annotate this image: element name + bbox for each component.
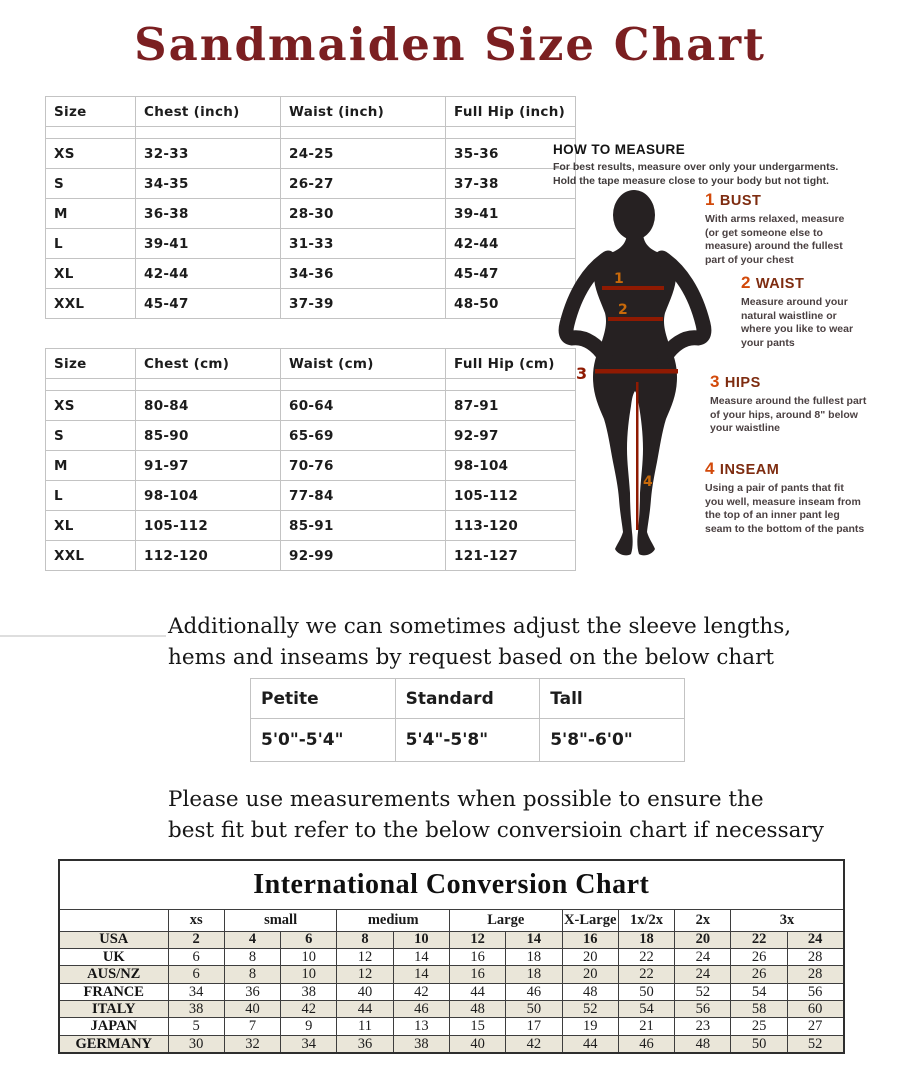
conversion-size-cell: 36 xyxy=(224,983,280,1000)
international-conversion-chart xyxy=(58,859,845,1054)
measurement-range-cell: 65-69 xyxy=(281,421,446,451)
size-group-header: 1x/2x xyxy=(618,909,674,931)
conversion-size-cell: 60 xyxy=(787,1001,843,1018)
size-label-cell: S xyxy=(46,169,136,199)
conversion-size-cell: 20 xyxy=(675,931,731,948)
measurement-range-cell: 35-36 xyxy=(446,139,576,169)
conversion-size-cell: 10 xyxy=(281,948,337,965)
measurement-range-cell: 39-41 xyxy=(136,229,281,259)
column-header: Petite xyxy=(251,679,396,719)
fit-note-line2: best fit but refer to the below conversioin chart if necessary xyxy=(168,818,824,843)
spacer-row xyxy=(46,379,576,391)
size-label-cell: M xyxy=(46,199,136,229)
empty-corner-cell xyxy=(59,909,168,931)
size-label-cell: XXL xyxy=(46,541,136,571)
step-name: BUST xyxy=(719,193,762,209)
measurement-range-cell: 112-120 xyxy=(136,541,281,571)
conversion-size-cell: 16 xyxy=(562,931,618,948)
size-label-cell: XXL xyxy=(46,289,136,319)
conversion-size-cell: 25 xyxy=(731,1018,787,1035)
conversion-size-cell: 52 xyxy=(787,1035,843,1052)
measurement-range-cell: 92-99 xyxy=(281,541,446,571)
size-label-cell: L xyxy=(46,481,136,511)
conversion-size-cell: 40 xyxy=(449,1035,505,1052)
table-header-row xyxy=(251,679,685,719)
conversion-row xyxy=(59,948,844,965)
measurement-range-cell: 39-41 xyxy=(446,199,576,229)
measurement-range-cell: 105-112 xyxy=(446,481,576,511)
divider-line xyxy=(0,635,166,637)
table-row xyxy=(46,541,576,571)
conversion-size-cell: 23 xyxy=(675,1018,731,1035)
country-label: GERMANY xyxy=(59,1035,168,1052)
conversion-size-cell: 42 xyxy=(393,983,449,1000)
conversion-size-cell: 40 xyxy=(337,983,393,1000)
conversion-size-cell: 11 xyxy=(337,1018,393,1035)
conversion-size-cell: 52 xyxy=(675,983,731,1000)
conversion-size-cell: 2 xyxy=(168,931,224,948)
table-row xyxy=(46,169,576,199)
bust-measure-line xyxy=(602,286,664,290)
conversion-size-cell: 16 xyxy=(449,966,505,983)
conversion-size-cell: 6 xyxy=(168,948,224,965)
country-label: UK xyxy=(59,948,168,965)
measurement-range-cell: 48-50 xyxy=(446,289,576,319)
measurement-range-cell: 37-39 xyxy=(281,289,446,319)
conversion-size-cell: 32 xyxy=(224,1035,280,1052)
measurement-range-cell: 36-38 xyxy=(136,199,281,229)
conversion-size-cell: 18 xyxy=(618,931,674,948)
measurement-range-cell: 70-76 xyxy=(281,451,446,481)
column-header: Size xyxy=(46,97,136,127)
chart-title: International Conversion Chart xyxy=(59,860,844,909)
conversion-size-cell: 38 xyxy=(393,1035,449,1052)
conversion-size-cell: 4 xyxy=(224,931,280,948)
conversion-size-cell: 52 xyxy=(562,1001,618,1018)
measurement-range-cell: 60-64 xyxy=(281,391,446,421)
conversion-size-cell: 24 xyxy=(787,931,843,948)
measurement-range-cell: 91-97 xyxy=(136,451,281,481)
conversion-size-cell: 36 xyxy=(337,1035,393,1052)
measurement-range-cell: 34-35 xyxy=(136,169,281,199)
table-row xyxy=(46,259,576,289)
table-row xyxy=(46,421,576,451)
height-range-cell: 5'0"-5'4" xyxy=(251,719,396,762)
size-group-header: medium xyxy=(337,909,450,931)
how-to-measure-title: HOW TO MEASURE xyxy=(553,142,686,157)
conversion-size-cell: 27 xyxy=(787,1018,843,1035)
height-range-cell: 5'8"-6'0" xyxy=(540,719,685,762)
conversion-size-cell: 24 xyxy=(675,966,731,983)
size-group-header-row xyxy=(59,909,844,931)
conversion-size-cell: 42 xyxy=(506,1035,562,1052)
conversion-size-cell: 16 xyxy=(449,948,505,965)
column-header: Size xyxy=(46,349,136,379)
conversion-size-cell: 28 xyxy=(787,966,843,983)
size-label-cell: XS xyxy=(46,139,136,169)
measurement-range-cell: 42-44 xyxy=(136,259,281,289)
conversion-size-cell: 34 xyxy=(168,983,224,1000)
height-range-cell: 5'4"-5'8" xyxy=(395,719,540,762)
conversion-row xyxy=(59,1035,844,1052)
conversion-size-cell: 12 xyxy=(449,931,505,948)
measurement-range-cell: 77-84 xyxy=(281,481,446,511)
conversion-size-cell: 9 xyxy=(281,1018,337,1035)
page-title: Sandmaiden Size Chart xyxy=(134,18,766,71)
adjustment-note-line1: Additionally we can sometimes adjust the sleeve lengths, xyxy=(168,614,792,639)
step-name: WAIST xyxy=(755,276,805,292)
hip-measure-line xyxy=(595,369,678,374)
measurement-range-cell: 45-47 xyxy=(136,289,281,319)
height-range-table xyxy=(250,678,685,762)
how-to-measure-intro-line2: Hold the tape measure close to your body but not tight. xyxy=(553,174,829,187)
conversion-size-cell: 48 xyxy=(449,1001,505,1018)
measurement-range-cell: 113-120 xyxy=(446,511,576,541)
figure-marker-inseam: 4 xyxy=(643,474,653,490)
table-row xyxy=(46,289,576,319)
waist-measure-line xyxy=(608,317,663,321)
size-label-cell: S xyxy=(46,421,136,451)
measurement-range-cell: 26-27 xyxy=(281,169,446,199)
step-description: Measure around your natural waistline or where you like to wear your pants xyxy=(741,296,854,349)
how-to-measure-intro-line1: For best results, measure over only your undergarments. xyxy=(553,161,839,173)
chart-title-row xyxy=(59,860,844,909)
column-header: Full Hip (inch) xyxy=(446,97,576,127)
table-row xyxy=(251,719,685,762)
conversion-size-cell: 12 xyxy=(337,948,393,965)
table-row xyxy=(46,199,576,229)
size-table-inches xyxy=(45,96,576,319)
spacer-row xyxy=(46,127,576,139)
conversion-size-cell: 14 xyxy=(393,948,449,965)
conversion-size-cell: 18 xyxy=(506,966,562,983)
country-label: ITALY xyxy=(59,1001,168,1018)
size-table-cm xyxy=(45,348,576,571)
conversion-size-cell: 50 xyxy=(506,1001,562,1018)
step-name: HIPS xyxy=(724,375,761,391)
measurement-range-cell: 92-97 xyxy=(446,421,576,451)
conversion-size-cell: 26 xyxy=(731,966,787,983)
conversion-size-cell: 22 xyxy=(731,931,787,948)
measurement-range-cell: 24-25 xyxy=(281,139,446,169)
column-header: Standard xyxy=(395,679,540,719)
conversion-size-cell: 17 xyxy=(506,1018,562,1035)
conversion-size-cell: 24 xyxy=(675,948,731,965)
conversion-size-cell: 46 xyxy=(618,1035,674,1052)
conversion-size-cell: 6 xyxy=(168,966,224,983)
conversion-size-cell: 46 xyxy=(506,983,562,1000)
conversion-row xyxy=(59,1018,844,1035)
table-row xyxy=(46,229,576,259)
conversion-size-cell: 18 xyxy=(506,948,562,965)
size-label-cell: XL xyxy=(46,259,136,289)
conversion-size-cell: 21 xyxy=(618,1018,674,1035)
measurement-range-cell: 31-33 xyxy=(281,229,446,259)
conversion-size-cell: 13 xyxy=(393,1018,449,1035)
conversion-row xyxy=(59,966,844,983)
conversion-size-cell: 10 xyxy=(393,931,449,948)
figure-marker-waist: 2 xyxy=(618,302,628,318)
size-group-header: xs xyxy=(168,909,224,931)
fit-note-line1: Please use measurements when possible to ensure the xyxy=(168,787,764,812)
conversion-size-cell: 22 xyxy=(618,966,674,983)
column-header: Waist (cm) xyxy=(281,349,446,379)
size-group-header: 2x xyxy=(675,909,731,931)
conversion-size-cell: 54 xyxy=(618,1001,674,1018)
conversion-size-cell: 44 xyxy=(562,1035,618,1052)
size-group-header: 3x xyxy=(731,909,844,931)
conversion-size-cell: 19 xyxy=(562,1018,618,1035)
conversion-size-cell: 44 xyxy=(449,983,505,1000)
step-description: Using a pair of pants that fit you well, measure inseam from the top of an inner pant leg seam to the bottom of the pants xyxy=(705,482,865,535)
conversion-size-cell: 50 xyxy=(618,983,674,1000)
conversion-size-cell: 8 xyxy=(224,966,280,983)
conversion-size-cell: 48 xyxy=(675,1035,731,1052)
size-label-cell: XS xyxy=(46,391,136,421)
fit-note xyxy=(168,784,824,846)
conversion-size-cell: 42 xyxy=(281,1001,337,1018)
step-description: With arms relaxed, measure (or get someone else to measure) around the fullest part of your chest xyxy=(705,213,845,266)
measurement-range-cell: 85-91 xyxy=(281,511,446,541)
measurement-range-cell: 37-38 xyxy=(446,169,576,199)
measurement-range-cell: 98-104 xyxy=(136,481,281,511)
conversion-size-cell: 46 xyxy=(393,1001,449,1018)
measure-step-inseam xyxy=(705,459,865,536)
conversion-size-cell: 44 xyxy=(337,1001,393,1018)
conversion-size-cell: 34 xyxy=(281,1035,337,1052)
conversion-size-cell: 56 xyxy=(787,983,843,1000)
table-header-row xyxy=(46,97,576,127)
conversion-size-cell: 15 xyxy=(449,1018,505,1035)
size-label-cell: L xyxy=(46,229,136,259)
column-header: Waist (inch) xyxy=(281,97,446,127)
conversion-size-cell: 10 xyxy=(281,966,337,983)
conversion-size-cell: 12 xyxy=(337,966,393,983)
adjustment-note-line2: hems and inseams by request based on the below chart xyxy=(168,645,774,670)
measurement-range-cell: 80-84 xyxy=(136,391,281,421)
measure-step-hips xyxy=(710,372,870,436)
measure-step-waist xyxy=(741,273,866,350)
table-row xyxy=(46,511,576,541)
table-header-row xyxy=(46,349,576,379)
conversion-size-cell: 14 xyxy=(506,931,562,948)
country-label: AUS/NZ xyxy=(59,966,168,983)
table-row xyxy=(46,391,576,421)
conversion-size-cell: 22 xyxy=(618,948,674,965)
measurement-range-cell: 87-91 xyxy=(446,391,576,421)
size-label-cell: XL xyxy=(46,511,136,541)
figure-marker-bust: 1 xyxy=(614,271,624,287)
conversion-size-cell: 14 xyxy=(393,966,449,983)
conversion-size-cell: 20 xyxy=(562,966,618,983)
conversion-size-cell: 48 xyxy=(562,983,618,1000)
measurement-figure xyxy=(548,180,723,575)
table-row xyxy=(46,481,576,511)
conversion-size-cell: 20 xyxy=(562,948,618,965)
column-header: Full Hip (cm) xyxy=(446,349,576,379)
size-group-header: X-Large xyxy=(562,909,618,931)
step-number: 2 xyxy=(741,273,751,292)
conversion-row xyxy=(59,931,844,948)
measurement-range-cell: 28-30 xyxy=(281,199,446,229)
conversion-size-cell: 8 xyxy=(224,948,280,965)
measurement-range-cell: 42-44 xyxy=(446,229,576,259)
measurement-range-cell: 121-127 xyxy=(446,541,576,571)
conversion-size-cell: 28 xyxy=(787,948,843,965)
measurement-range-cell: 34-36 xyxy=(281,259,446,289)
conversion-row xyxy=(59,1001,844,1018)
body-silhouette-illustration xyxy=(548,180,723,575)
conversion-size-cell: 8 xyxy=(337,931,393,948)
table-row xyxy=(46,451,576,481)
column-header: Chest (inch) xyxy=(136,97,281,127)
country-label: USA xyxy=(59,931,168,948)
column-header: Tall xyxy=(540,679,685,719)
adjustment-note xyxy=(168,611,791,673)
conversion-size-cell: 5 xyxy=(168,1018,224,1035)
conversion-row xyxy=(59,983,844,1000)
size-group-header: Large xyxy=(449,909,562,931)
step-description: Measure around the fullest part of your hips, around 8" below your waistline xyxy=(710,395,867,434)
conversion-size-cell: 54 xyxy=(731,983,787,1000)
measurement-range-cell: 45-47 xyxy=(446,259,576,289)
conversion-size-cell: 26 xyxy=(731,948,787,965)
inseam-measure-line xyxy=(636,382,639,530)
measure-step-bust xyxy=(705,190,857,267)
conversion-size-cell: 40 xyxy=(224,1001,280,1018)
conversion-size-cell: 38 xyxy=(281,983,337,1000)
conversion-size-cell: 7 xyxy=(224,1018,280,1035)
table-row xyxy=(46,139,576,169)
measurement-range-cell: 98-104 xyxy=(446,451,576,481)
conversion-size-cell: 6 xyxy=(281,931,337,948)
size-group-header: small xyxy=(224,909,337,931)
measurement-range-cell: 105-112 xyxy=(136,511,281,541)
conversion-size-cell: 58 xyxy=(731,1001,787,1018)
measurement-range-cell: 32-33 xyxy=(136,139,281,169)
column-header: Chest (cm) xyxy=(136,349,281,379)
conversion-size-cell: 30 xyxy=(168,1035,224,1052)
conversion-size-cell: 38 xyxy=(168,1001,224,1018)
measurement-range-cell: 85-90 xyxy=(136,421,281,451)
figure-marker-hips: 3 xyxy=(576,364,588,383)
step-number: 1 xyxy=(705,190,715,209)
country-label: JAPAN xyxy=(59,1018,168,1035)
step-number: 3 xyxy=(710,372,720,391)
conversion-size-cell: 50 xyxy=(731,1035,787,1052)
step-number: 4 xyxy=(705,459,715,478)
size-label-cell: M xyxy=(46,451,136,481)
country-label: FRANCE xyxy=(59,983,168,1000)
conversion-size-cell: 56 xyxy=(675,1001,731,1018)
step-name: INSEAM xyxy=(719,462,780,478)
